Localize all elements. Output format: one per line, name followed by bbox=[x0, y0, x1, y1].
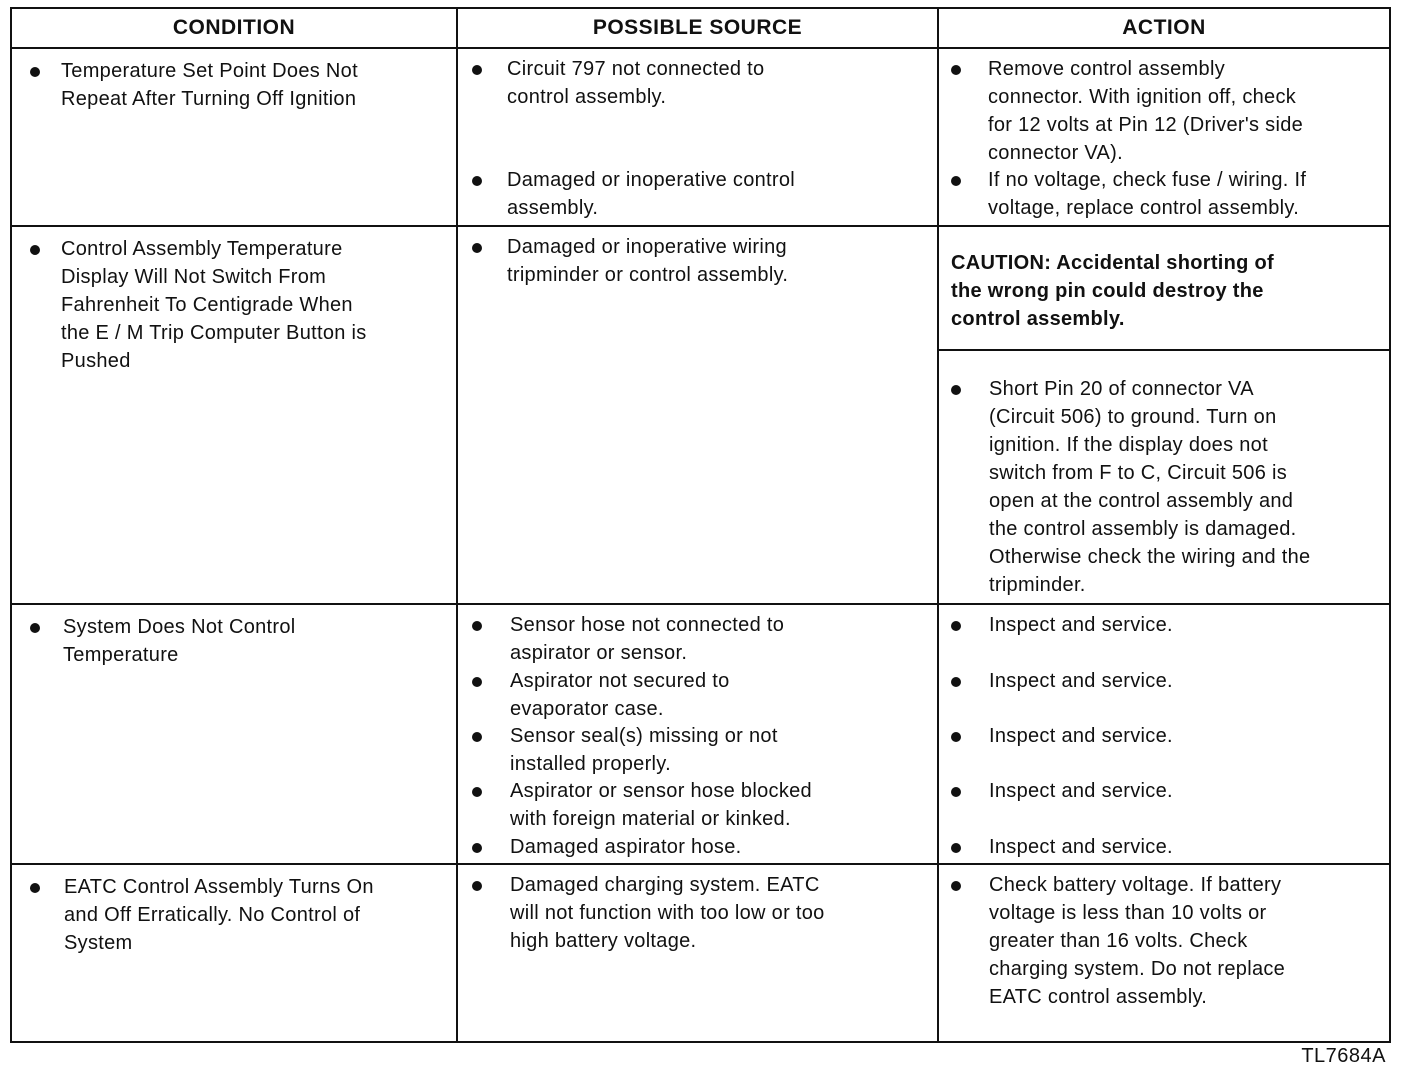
bullet-icon bbox=[951, 65, 961, 75]
source-cell bbox=[458, 227, 939, 603]
condition-text: EATC Control Assembly Turns On and Off Erratically. No Control of System bbox=[64, 876, 374, 954]
condition-text: Temperature Set Point Does Not Repeat After Turning Off Ignition bbox=[61, 60, 358, 110]
bullet-icon bbox=[472, 843, 482, 853]
source-text: Damaged charging system. EATC will not function with too low or too high battery voltage. bbox=[510, 874, 825, 952]
source-item bbox=[472, 871, 932, 955]
bullet-icon bbox=[472, 621, 482, 631]
source-item bbox=[472, 166, 932, 222]
action-text: Short Pin 20 of connector VA (Circuit 506) to ground. Turn on ignition. If the display does not switch from F to C, Circuit 506 is open at the control assembly and the control assembly is damaged. Otherwise check the wiring and the tripminder. bbox=[989, 378, 1311, 596]
table-header-row bbox=[12, 7, 1389, 47]
header-condition: CONDITION bbox=[12, 9, 458, 47]
bullet-icon bbox=[472, 787, 482, 797]
condition-cell bbox=[12, 227, 458, 603]
table-row bbox=[12, 225, 1389, 603]
figure-reference: TL7684A bbox=[1301, 1045, 1386, 1067]
source-item bbox=[472, 667, 932, 723]
header-possible-source: POSSIBLE SOURCE bbox=[458, 9, 939, 47]
action-cell bbox=[939, 865, 1389, 1041]
condition-cell bbox=[12, 865, 458, 1041]
bullet-icon bbox=[30, 67, 40, 77]
bullet-icon bbox=[472, 243, 482, 253]
diagnosis-table bbox=[10, 7, 1391, 1043]
action-item bbox=[951, 55, 1381, 167]
table-row bbox=[12, 603, 1389, 863]
action-text: Inspect and service. bbox=[989, 614, 1173, 636]
bullet-icon bbox=[472, 732, 482, 742]
source-text: Damaged or inoperative wiring tripminder or control assembly. bbox=[507, 236, 789, 286]
caution-divider bbox=[939, 349, 1389, 351]
table-row bbox=[12, 863, 1389, 1041]
source-text: Aspirator not secured to evaporator case. bbox=[510, 670, 730, 720]
bullet-icon bbox=[951, 677, 961, 687]
condition-item bbox=[30, 613, 450, 669]
header-action: ACTION bbox=[1122, 16, 1206, 39]
source-cell bbox=[458, 605, 939, 863]
action-item bbox=[951, 833, 1381, 861]
action-text: Inspect and service. bbox=[989, 780, 1173, 802]
action-item bbox=[951, 611, 1381, 639]
action-cell bbox=[939, 605, 1389, 863]
source-text: Sensor seal(s) missing or not installed properly. bbox=[510, 725, 778, 775]
action-item bbox=[951, 375, 1381, 599]
action-cell bbox=[939, 227, 1389, 603]
bullet-icon bbox=[951, 385, 961, 395]
action-item bbox=[951, 166, 1381, 222]
source-item bbox=[472, 233, 932, 289]
condition-text: Control Assembly Temperature Display Will Not Switch From Fahrenheit To Centigrade When the E / M Trip Computer Button is Pushed bbox=[61, 238, 367, 372]
action-text: Inspect and service. bbox=[989, 670, 1173, 692]
action-item bbox=[951, 871, 1381, 1011]
source-item bbox=[472, 777, 932, 833]
action-item bbox=[951, 722, 1381, 750]
bullet-icon bbox=[472, 65, 482, 75]
caution-note: CAUTION: Accidental shorting of the wrong pin could destroy the control assembly. bbox=[951, 252, 1275, 330]
bullet-icon bbox=[472, 881, 482, 891]
action-text: Inspect and service. bbox=[989, 836, 1173, 858]
source-cell bbox=[458, 49, 939, 225]
action-item bbox=[951, 667, 1381, 695]
bullet-icon bbox=[472, 176, 482, 186]
source-item bbox=[472, 55, 932, 111]
action-text: If no voltage, check fuse / wiring. If voltage, replace control assembly. bbox=[988, 169, 1307, 219]
bullet-icon bbox=[951, 176, 961, 186]
source-item bbox=[472, 722, 932, 778]
bullet-icon bbox=[472, 677, 482, 687]
condition-item bbox=[30, 57, 450, 113]
source-text: Aspirator or sensor hose blocked with foreign material or kinked. bbox=[510, 780, 812, 830]
source-item bbox=[472, 611, 932, 667]
action-item bbox=[951, 777, 1381, 805]
action-text: Check battery voltage. If battery voltage is less than 10 volts or greater than 16 volts. Check charging system. Do not replace EATC control assembly. bbox=[989, 874, 1286, 1008]
source-text: Damaged or inoperative control assembly. bbox=[507, 169, 796, 219]
bullet-icon bbox=[951, 621, 961, 631]
bullet-icon bbox=[951, 732, 961, 742]
source-text: Damaged aspirator hose. bbox=[510, 836, 742, 858]
action-text: Inspect and service. bbox=[989, 725, 1173, 747]
condition-text: System Does Not Control Temperature bbox=[63, 616, 296, 666]
condition-cell bbox=[12, 605, 458, 863]
bullet-icon bbox=[30, 623, 40, 633]
action-text: Remove control assembly connector. With ignition off, check for 12 volts at Pin 12 (Driver's side connector VA). bbox=[988, 58, 1304, 164]
source-cell bbox=[458, 865, 939, 1041]
source-text: Sensor hose not connected to aspirator or sensor. bbox=[510, 614, 785, 664]
bullet-icon bbox=[951, 787, 961, 797]
bullet-icon bbox=[30, 245, 40, 255]
condition-item bbox=[30, 873, 450, 957]
action-cell bbox=[939, 49, 1389, 225]
source-item bbox=[472, 833, 932, 861]
bullet-icon bbox=[951, 881, 961, 891]
source-text: Circuit 797 not connected to control assembly. bbox=[507, 58, 765, 108]
bullet-icon bbox=[951, 843, 961, 853]
condition-cell bbox=[12, 49, 458, 225]
bullet-icon bbox=[30, 883, 40, 893]
table-row bbox=[12, 47, 1389, 225]
condition-item bbox=[30, 235, 450, 375]
